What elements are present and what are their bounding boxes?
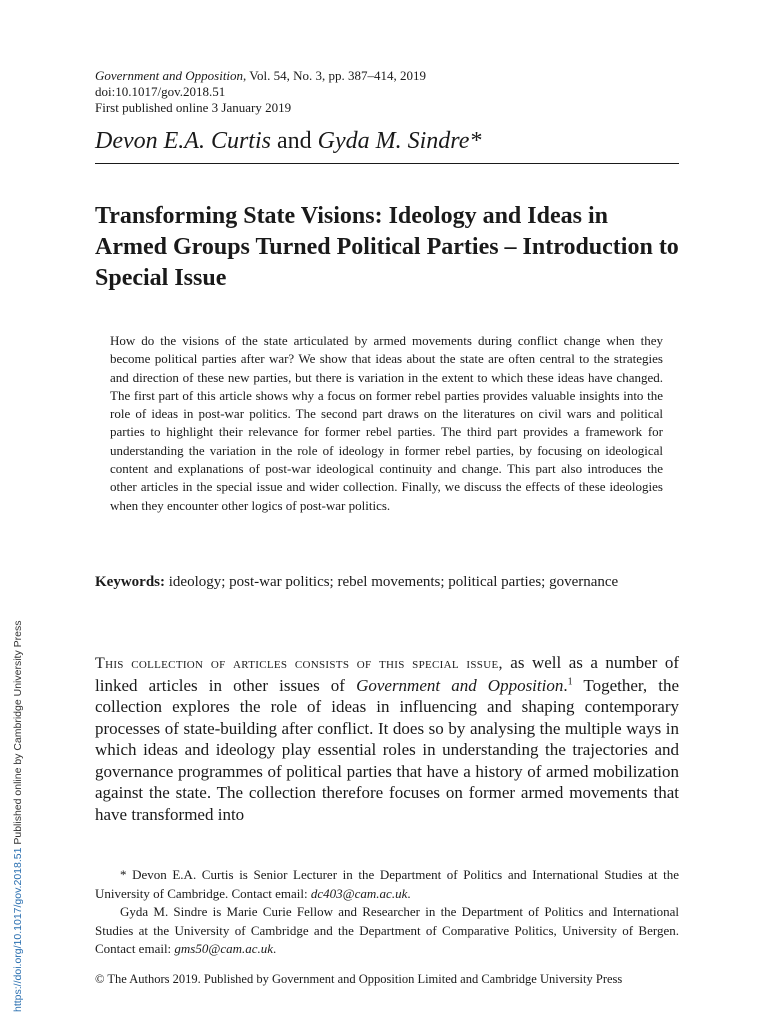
footnotes <box>95 866 679 959</box>
citation-block <box>95 68 679 116</box>
author-2: Gyda M. Sindre* <box>317 128 482 154</box>
title-rule <box>95 163 679 164</box>
copyright-notice: © The Authors 2019. Published by Government and Opposition Limited and Cambridge University Press <box>95 972 623 986</box>
journal-name: Government and Opposition <box>95 68 244 83</box>
keywords <box>95 573 679 592</box>
doi-link[interactable]: https://doi.org/10.1017/gov.2018.51 <box>12 847 24 1012</box>
footnote-marker: 1 <box>567 675 573 687</box>
author-1: Devon E.A. Curtis <box>95 128 271 154</box>
citation-line <box>95 68 679 84</box>
keywords-label: Keywords: <box>95 574 165 590</box>
body-paragraph: This collection of articles consists of this special issue, as well as a number of linked articles in other issues of Government and Opposition.$^1$ Together, the collection explores the role of ideas in influencing and shaping contemporary processes of state-building after conflict. It does so by analysing the multiple ways in which ideas and ideology play essential roles in understanding the trajectories and governance programmes of political parties that have a history of armed mobilization against the state. The collection therefore focuses on former armed movements that have transformed into <box>95 653 679 824</box>
footnote-curtis: * Devon E.A. Curtis is Senior Lecturer in the Department of Politics and International Studies at the University of Cambridge. Contact email: dc403@cam.ac.uk. <box>95 867 679 901</box>
article-title: Transforming State Visions: Ideology and Ideas in Armed Groups Turned Political Parties – Introduction to Special Issue <box>95 203 679 291</box>
abstract: How do the visions of the state articulated by armed movements during conflict change when they become political parties after war? We show that ideas about the state are often central to the strategies and direction of these new parties, but there is variation in the extent to which these ideas have changed. The first part of this article shows why a focus on former rebel parties provides valuable insights into the role of ideas in post-war politics. The second part draws on the literatures on civil wars and political parties to highlight their relevance for former rebel parties. The third part provides a framework for understanding the variation in the role of ideology in former rebel parties, by focusing on ideological content and explanations of post-war ideological continuity and change. This part also introduces the other articles in the special issue and wider collection. Finally, we discuss the effects of these ideologies when they encounter other logics of post-war politics. <box>110 333 663 513</box>
volume-pages: , Vol. 54, No. 3, pp. 387–414, 2019 <box>243 68 427 83</box>
keywords-list: ideology; post-war politics; rebel movements; political parties; governance <box>165 574 619 590</box>
email-link-curtis[interactable]: dc403@cam.ac.uk <box>310 885 408 901</box>
sidebar-text: Published online by Cambridge University Press <box>12 620 24 848</box>
published-date: First published online 3 January 2019 <box>95 100 292 115</box>
footnote-sindre: Gyda M. Sindre is Marie Curie Fellow and Researcher in the Department of Politics and International Studies at the University of Cambridge and the Department of Comparative Politics, University of Bergen. Contact email: gms50@cam.ac.uk. <box>95 904 679 956</box>
email-link-sindre[interactable]: gms50@cam.ac.uk <box>174 941 274 956</box>
body-lead-in: This collection of articles consists of this special issue, <box>95 655 503 672</box>
author-line <box>95 126 679 156</box>
doi-line: doi:10.1017/gov.2018.51 <box>95 84 226 99</box>
journal-reference: Government and Opposition <box>356 675 564 695</box>
publisher-sidebar <box>11 612 25 1012</box>
author-conjunction: and <box>270 128 318 154</box>
